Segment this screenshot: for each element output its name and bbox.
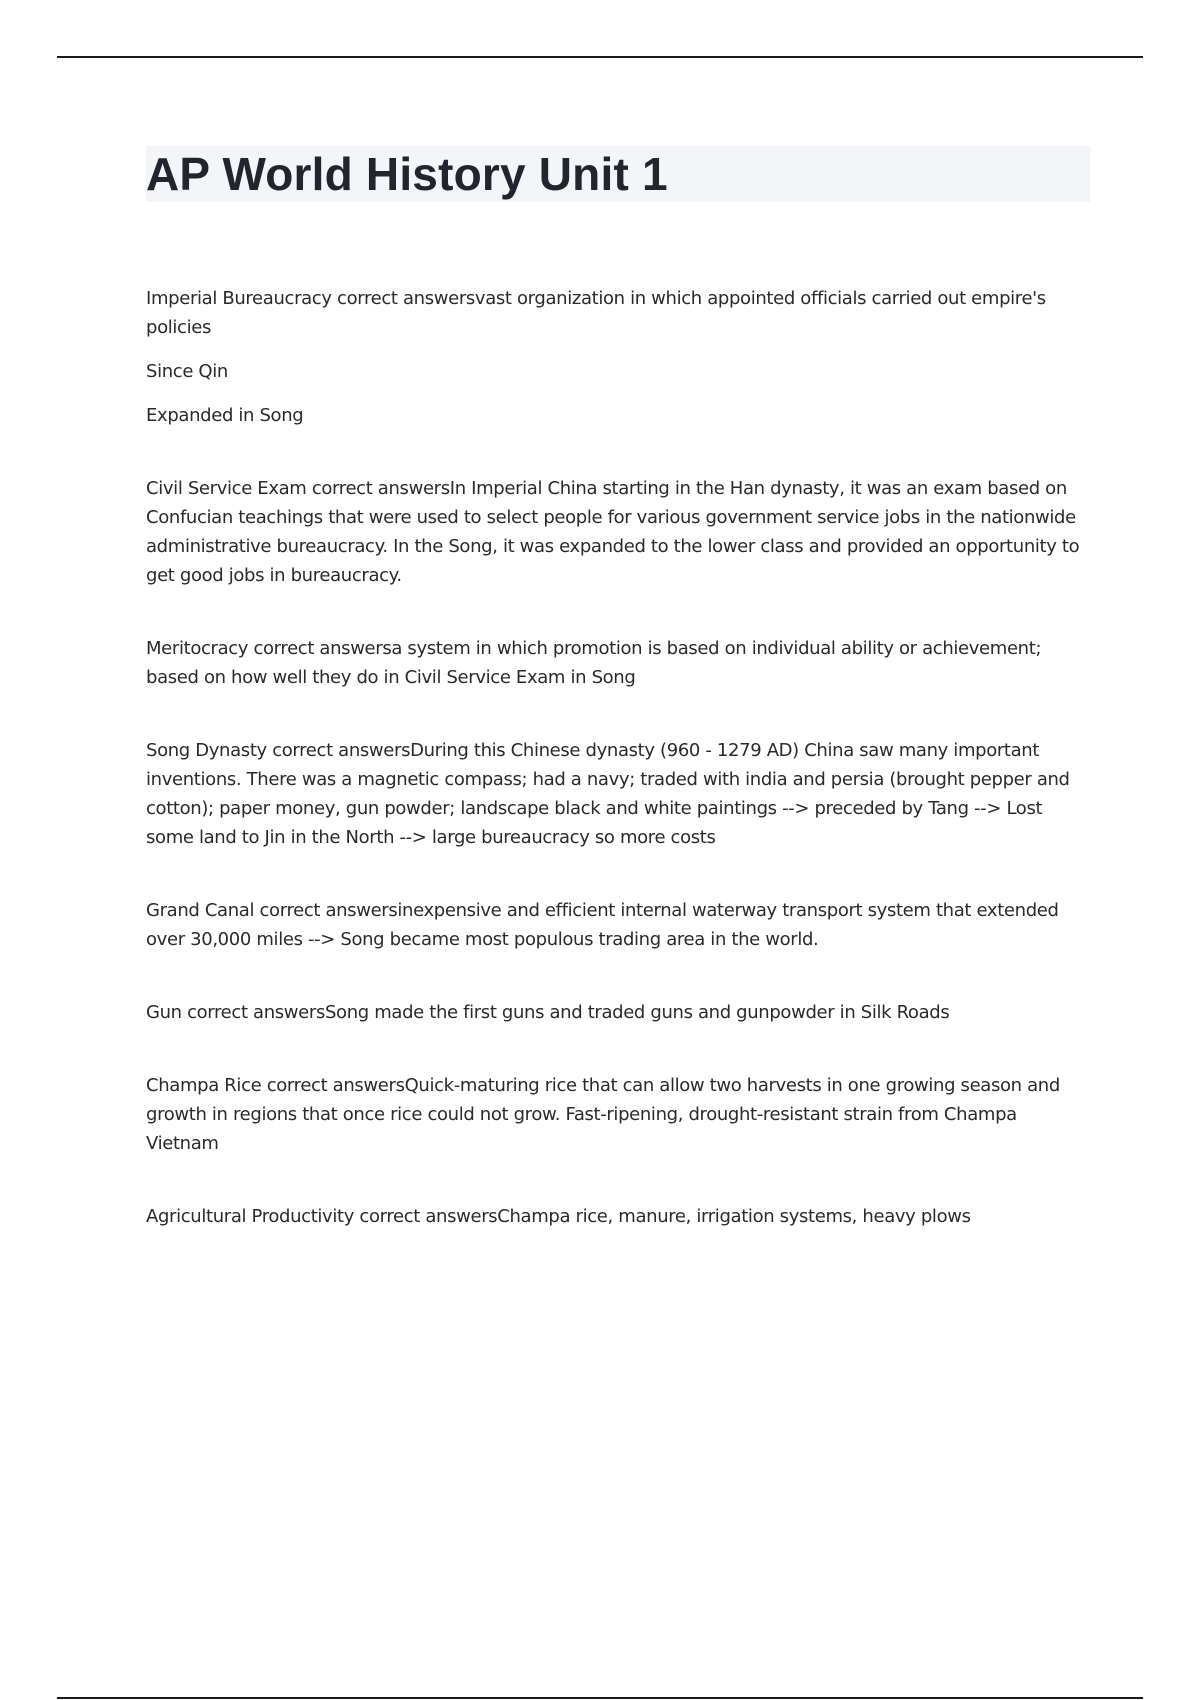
entry-paragraph: Imperial Bureaucracy correct answersvast organization in which appointed officials carried out empire's policies — [146, 288, 1046, 338]
top-divider — [57, 56, 1143, 58]
entry-paragraph: Champa Rice correct answersQuick-maturing rice that can allow two harvests in one growing season and growth in regions that once rice could not grow. Fast-ripening, drought-resistant strain from Champa Vietnam — [146, 1075, 1060, 1154]
entry-imperial-bureaucracy — [146, 284, 1090, 430]
entry-grand-canal — [146, 896, 1090, 954]
entry-paragraph: Gun correct answersSong made the first guns and traded guns and gunpowder in Silk Roads — [146, 1002, 950, 1023]
bottom-divider — [57, 1697, 1143, 1699]
entry-agricultural-productivity — [146, 1202, 1090, 1231]
entry-paragraph: Meritocracy correct answersa system in which promotion is based on individual ability or achievement; based on how well they do in Civil Service Exam in Song — [146, 638, 1042, 688]
entry-paragraph: Agricultural Productivity correct answersChampa rice, manure, irrigation systems, heavy plows — [146, 1206, 971, 1227]
entry-meritocracy — [146, 634, 1090, 692]
entry-gun — [146, 998, 1090, 1027]
entry-champa-rice — [146, 1071, 1090, 1158]
title-band — [146, 146, 1090, 202]
entry-paragraph: Civil Service Exam correct answersIn Imperial China starting in the Han dynasty, it was an exam based on Confucian teachings that were used to select people for various government service jobs in the nationwide administrative bureaucracy. In the Song, it was expanded to the lower class and provided an opportunity to get good jobs in bureaucracy. — [146, 478, 1080, 586]
entry-paragraph: Song Dynasty correct answersDuring this Chinese dynasty (960 - 1279 AD) China saw many important inventions. There was a magnetic compass; had a navy; traded with india and persia (brought pepper and cotton); paper money, gun powder; landscape black and white paintings --> preceded by Tang --> Lost some land to Jin in the North --> large bureaucracy so more costs — [146, 740, 1070, 848]
entry-paragraph: Expanded in Song — [146, 405, 304, 426]
entry-paragraph: Since Qin — [146, 361, 228, 382]
document-body — [146, 146, 1090, 1246]
page-title: AP World History Unit 1 — [146, 148, 668, 200]
entry-paragraph: Grand Canal correct answersinexpensive and efficient internal waterway transport system that extended over 30,000 miles --> Song became most populous trading area in the world. — [146, 900, 1059, 950]
entry-civil-service-exam — [146, 474, 1090, 590]
entry-song-dynasty — [146, 736, 1090, 852]
entry-list — [146, 284, 1090, 1231]
